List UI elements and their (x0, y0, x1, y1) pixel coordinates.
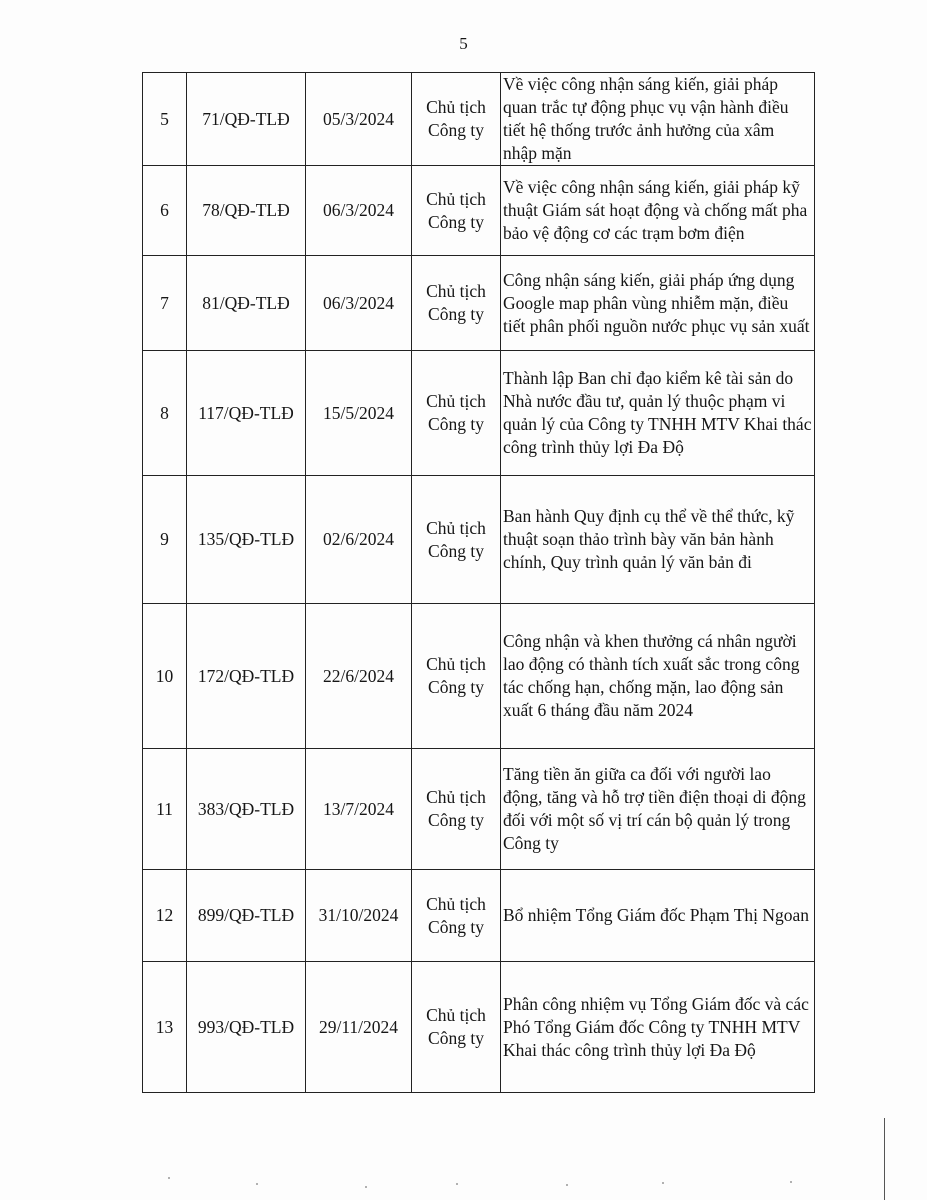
row-stt: 13 (143, 962, 187, 1093)
decision-number: 117/QĐ-TLĐ (187, 351, 306, 476)
decision-date: 05/3/2024 (306, 73, 412, 166)
row-stt: 5 (143, 73, 187, 166)
row-stt: 11 (143, 749, 187, 870)
issuing-authority: Chủ tịch Công ty (412, 256, 501, 351)
table-row (143, 870, 815, 962)
page-number: 5 (459, 34, 468, 53)
scan-speck (566, 1184, 568, 1186)
scan-speck (365, 1186, 367, 1188)
issuing-authority: Chủ tịch Công ty (412, 166, 501, 256)
decision-date: 31/10/2024 (306, 870, 412, 962)
decision-number: 71/QĐ-TLĐ (187, 73, 306, 166)
scan-edge-line (884, 1118, 885, 1200)
decision-content: Công nhận và khen thưởng cá nhân người lao động có thành tích xuất sắc trong công tác chống hạn, chống mặn, lao động sản xuất 6 tháng đầu năm 2024 (501, 604, 815, 749)
issuing-authority: Chủ tịch Công ty (412, 870, 501, 962)
table-row (143, 73, 815, 166)
decisions-table (142, 72, 815, 1093)
decision-content: Thành lập Ban chỉ đạo kiểm kê tài sản do Nhà nước đầu tư, quản lý thuộc phạm vi quản lý của Công ty TNHH MTV Khai thác công trình thủy lợi Đa Độ (501, 351, 815, 476)
decision-date: 06/3/2024 (306, 256, 412, 351)
table-row (143, 476, 815, 604)
scan-speck (256, 1183, 258, 1185)
scan-speck (662, 1182, 664, 1184)
decision-number: 81/QĐ-TLĐ (187, 256, 306, 351)
decision-content: Công nhận sáng kiến, giải pháp ứng dụng Google map phân vùng nhiễm mặn, điều tiết phân phối nguồn nước phục vụ sản xuất (501, 256, 815, 351)
table-row (143, 256, 815, 351)
issuing-authority: Chủ tịch Công ty (412, 476, 501, 604)
decision-number: 993/QĐ-TLĐ (187, 962, 306, 1093)
decision-number: 899/QĐ-TLĐ (187, 870, 306, 962)
table-row (143, 604, 815, 749)
decision-number: 78/QĐ-TLĐ (187, 166, 306, 256)
table-row (143, 962, 815, 1093)
issuing-authority: Chủ tịch Công ty (412, 604, 501, 749)
decision-content: Tăng tiền ăn giữa ca đối với người lao động, tăng và hỗ trợ tiền điện thoại di động đối với một số vị trí cán bộ quản lý trong Công ty (501, 749, 815, 870)
decision-date: 02/6/2024 (306, 476, 412, 604)
issuing-authority: Chủ tịch Công ty (412, 962, 501, 1093)
decision-date: 13/7/2024 (306, 749, 412, 870)
issuing-authority: Chủ tịch Công ty (412, 73, 501, 166)
table-row (143, 166, 815, 256)
decision-date: 06/3/2024 (306, 166, 412, 256)
decision-content: Về việc công nhận sáng kiến, giải pháp quan trắc tự động phục vụ vận hành điều tiết hệ thống trước ảnh hưởng của xâm nhập mặn (501, 73, 815, 166)
row-stt: 8 (143, 351, 187, 476)
table-row (143, 749, 815, 870)
decision-date: 22/6/2024 (306, 604, 412, 749)
decision-content: Phân công nhiệm vụ Tổng Giám đốc và các Phó Tổng Giám đốc Công ty TNHH MTV Khai thác công trình thủy lợi Đa Độ (501, 962, 815, 1093)
issuing-authority: Chủ tịch Công ty (412, 351, 501, 476)
decision-content: Về việc công nhận sáng kiến, giải pháp kỹ thuật Giám sát hoạt động và chống mất pha bảo vệ động cơ các trạm bơm điện (501, 166, 815, 256)
row-stt: 7 (143, 256, 187, 351)
scan-speck (790, 1181, 792, 1183)
row-stt: 10 (143, 604, 187, 749)
table-row (143, 351, 815, 476)
scan-speck (456, 1183, 458, 1185)
row-stt: 9 (143, 476, 187, 604)
row-stt: 6 (143, 166, 187, 256)
decision-date: 15/5/2024 (306, 351, 412, 476)
decision-content: Bổ nhiệm Tổng Giám đốc Phạm Thị Ngoan (501, 870, 815, 962)
decision-date: 29/11/2024 (306, 962, 412, 1093)
row-stt: 12 (143, 870, 187, 962)
issuing-authority: Chủ tịch Công ty (412, 749, 501, 870)
decision-number: 172/QĐ-TLĐ (187, 604, 306, 749)
handwritten-margin-note (794, 487, 927, 523)
decision-number: 383/QĐ-TLĐ (187, 749, 306, 870)
decision-number: 135/QĐ-TLĐ (187, 476, 306, 604)
decision-content: Ban hành Quy định cụ thể về thể thức, kỹ thuật soạn thảo trình bày văn bản hành chính, Quy trình quản lý văn bản đi (501, 476, 815, 604)
scan-speck (168, 1177, 170, 1179)
